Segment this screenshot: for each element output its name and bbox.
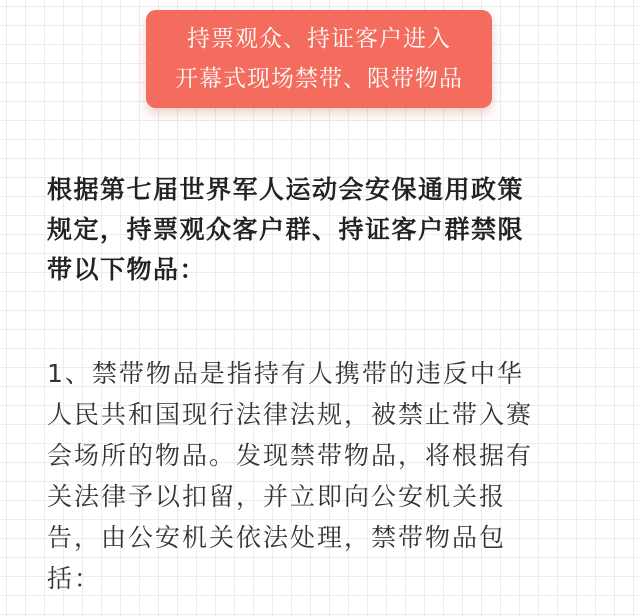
banner-line-2: 开幕式现场禁带、限带物品 bbox=[175, 66, 463, 92]
intro-line: 带以下物品： bbox=[47, 255, 207, 284]
banner-line-1: 持票观众、持证客户进入 bbox=[187, 26, 451, 52]
prohibited-items-paragraph bbox=[47, 353, 607, 599]
paragraph-line: 括： bbox=[47, 564, 102, 593]
title-banner bbox=[146, 10, 492, 108]
paragraph-line: 告，由公安机关依法处理，禁带物品包 bbox=[47, 523, 507, 552]
paragraph-line: 人民共和国现行法律法规，被禁止带入赛 bbox=[47, 400, 534, 429]
intro-line: 规定，持票观众客户群、持证客户群禁限 bbox=[47, 215, 525, 244]
paragraph-line: 1、禁带物品是指持有人携带的违反中华 bbox=[47, 359, 524, 388]
intro-line: 根据第七届世界军人运动会安保通用政策 bbox=[47, 175, 525, 204]
paragraph-line: 会场所的物品。发现禁带物品，将根据有 bbox=[47, 441, 534, 470]
paragraph-line: 关法律予以扣留，并立即向公安机关报 bbox=[47, 482, 507, 511]
intro-paragraph bbox=[47, 170, 607, 290]
